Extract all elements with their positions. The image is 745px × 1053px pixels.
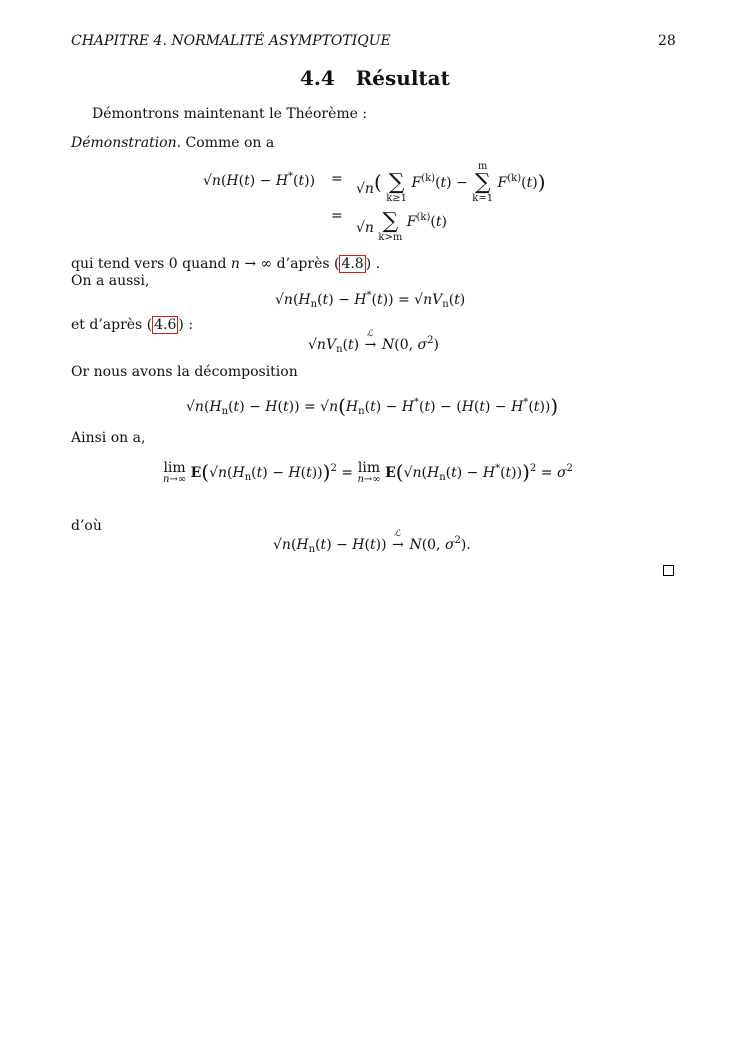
or-nous-text: Or nous avons la décomposition	[71, 364, 298, 380]
equation-2-rhs: √n ∑ k>m $F^{(k)}(t)$	[356, 209, 447, 243]
ainsi-text: Ainsi on a,	[71, 430, 146, 446]
equation-1-rhs: √n( ∑ k≥1 $F^{(k)}(t)$ − m ∑ k=1 $F^{(k)}(t)$)	[356, 161, 546, 204]
et-dapres-line	[71, 318, 193, 332]
page-number: 28	[658, 33, 676, 49]
demonstration-line	[71, 136, 274, 150]
equation-3: $√n(H_n(t) - H^*(t)) = √nV_n(t)$	[275, 290, 466, 310]
tend-text-c: ) .	[365, 256, 381, 272]
tend-line	[71, 257, 380, 271]
intro-text: Démontrons maintenant le Théorème :	[92, 106, 368, 122]
tend-text-b: d’après (	[272, 256, 340, 272]
on-a-aussi: On a aussi,	[71, 273, 150, 289]
section-title: Résultat	[355, 66, 450, 90]
running-header: CHAPITRE 4. NORMALITÉ ASYMPTOTIQUE	[71, 33, 391, 49]
equals-sign-1: =	[331, 171, 343, 187]
section-heading	[300, 68, 450, 88]
section-number: 4.4	[300, 66, 335, 90]
et-dapres-text-b: ) :	[178, 317, 194, 333]
equation-7: $√n(H_n(t) - H(t))$ ℒ → N(0, $\sigma^2$).	[273, 529, 471, 555]
equation-4: $√nV_n(t)$ ℒ → N(0, $\sigma^2$)	[308, 329, 439, 355]
et-dapres-text-a: et d’après (	[71, 317, 153, 333]
tend-text-a: qui tend vers 0 quand	[71, 256, 231, 272]
equation-5: $√n(H_n(t) - H(t)) = √n(H_n(t) - H^*(t) - (H(t) - H^*(t)))$	[186, 394, 559, 418]
demonstration-label: Démonstration.	[71, 135, 182, 151]
reference-link-4-6[interactable]: 4.6	[154, 317, 177, 333]
qed-square-icon	[663, 565, 674, 576]
equals-sign-2: =	[331, 208, 343, 224]
dou-text: d’où	[71, 518, 102, 534]
equation-6: lim n→∞ $E(√n(H_n(t) - H(t)))^2$ = lim n→∞ $E(√n(H_n(t) - H^*(t)))^2 = \sigma^2$	[163, 460, 573, 485]
equation-1-lhs: √n(H(t) − H*(t))	[203, 171, 316, 189]
tend-math: n → ∞	[230, 256, 273, 272]
reference-link-4-8[interactable]: 4.8	[341, 256, 364, 272]
demonstration-text: Comme on a	[185, 135, 275, 151]
